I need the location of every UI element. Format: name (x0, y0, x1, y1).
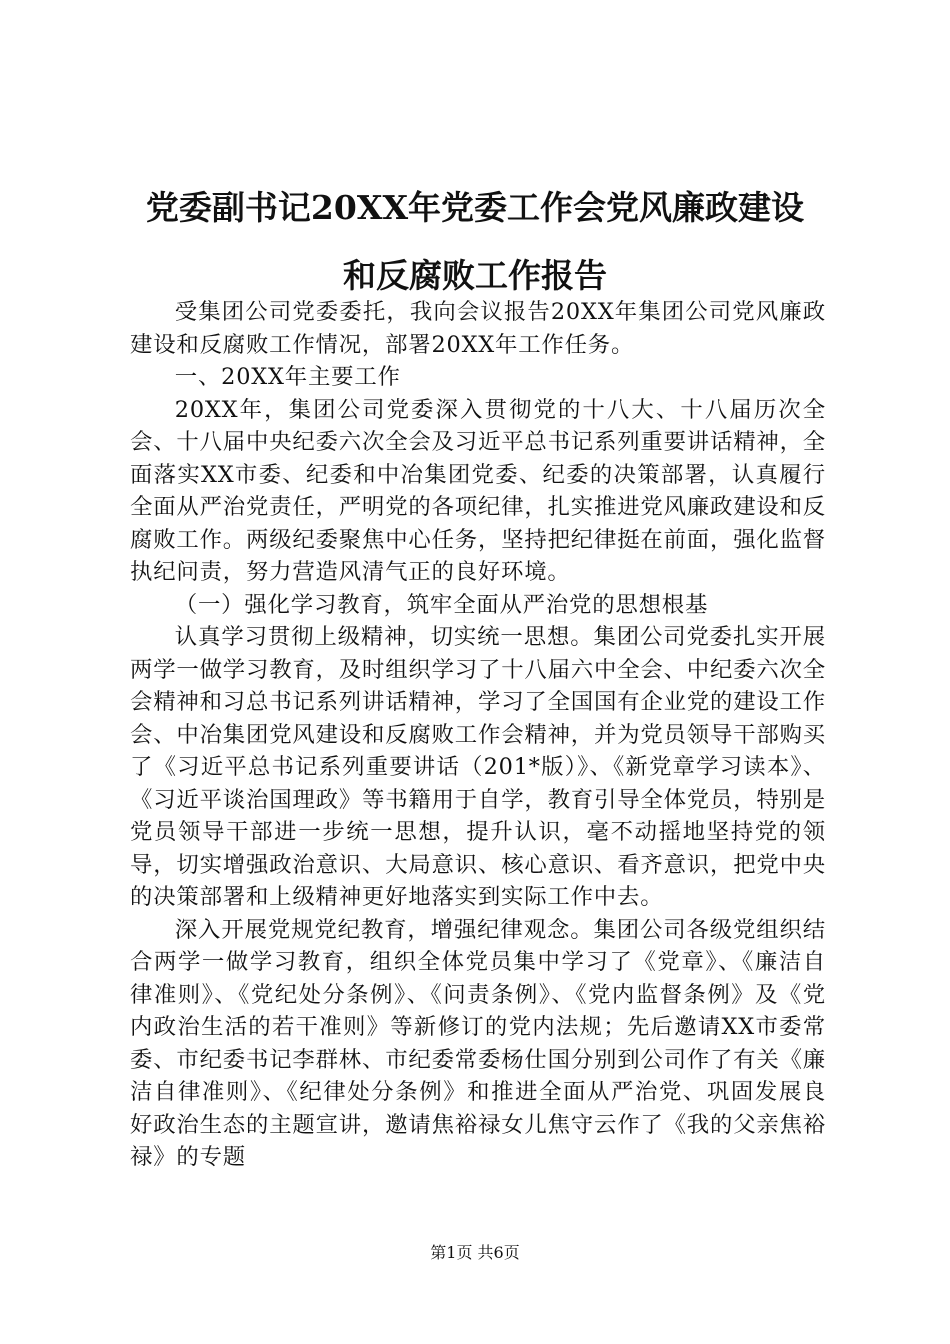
paragraph-intro: 受集团公司党委委托，我向会议报告20XX年集团公司党风廉政建设和反腐败工作情况，部署20XX年工作任务。 (130, 299, 826, 358)
page-footer: 第1页 共6页 (430, 1243, 520, 1262)
subsection-heading-1: （一）强化学习教育，筑牢全面从严治党的思想根基 (174, 591, 709, 618)
paragraph-study: 认真学习贯彻上级精神，切实统一思想。集团公司党委扎实开展两学一做学习教育，及时组织学习了十八届六中全会、中纪委六次全会精神和习总书记系列讲话精神，学习了全国国有企业党的建设工作会、中冶集团党风建设和反腐败工作会精神，并为党员领导干部购买了《习近平总书记系列重要讲话（201*版）》、《新党章学习读本》、《习近平谈治国理政》等书籍用于自学，教育引导全体党员，特别是党员领导干部进一步统一思想，提升认识，毫不动摇地坚持党的领导，切实增强政治意识、大局意识、核心意识、看齐意识，把党中央的决策部署和上级精神更好地落实到实际工作中去。 (130, 624, 826, 910)
paragraph-discipline: 深入开展党规党纪教育，增强纪律观念。集团公司各级党组织结合两学一做学习教育，组织全体党员集中学习了《党章》、《廉洁自律准则》、《党纪处分条例》、《问责条例》、《党内监督条例》及《党内政治生活的若干准则》等新修订的党内法规；先后邀请XX市委常委、市纪委书记李群林、市纪委常委杨仕国分别到公司作了有关《廉洁自律准则》、《纪律处分条例》和推进全面从严治党、巩固发展良好政治生态的主题宣讲，邀请焦裕禄女儿焦守云作了《我的父亲焦裕禄》的专题 (130, 916, 826, 1170)
document-title-line-2: 和反腐败工作报告 (343, 256, 607, 295)
document-body (130, 296, 826, 1174)
paragraph-summary: 20XX年，集团公司党委深入贯彻党的十八大、十八届历次全会、十八届中央纪委六次全会及习近平总书记系列重要讲话精神，全面落实XX市委、纪委和中冶集团党委、纪委的决策部署，认真履行全面从严治党责任，严明党的各项纪律，扎实推进党风廉政建设和反腐败工作。两级纪委聚焦中心任务，坚持把纪律挺在前面，强化监督执纪问责，努力营造风清气正的良好环境。 (130, 396, 826, 585)
section-heading-1: 一、20XX年主要工作 (174, 364, 401, 390)
document-title-line-1: 党委副书记20XX年党委工作会党风廉政建设 (145, 188, 805, 227)
